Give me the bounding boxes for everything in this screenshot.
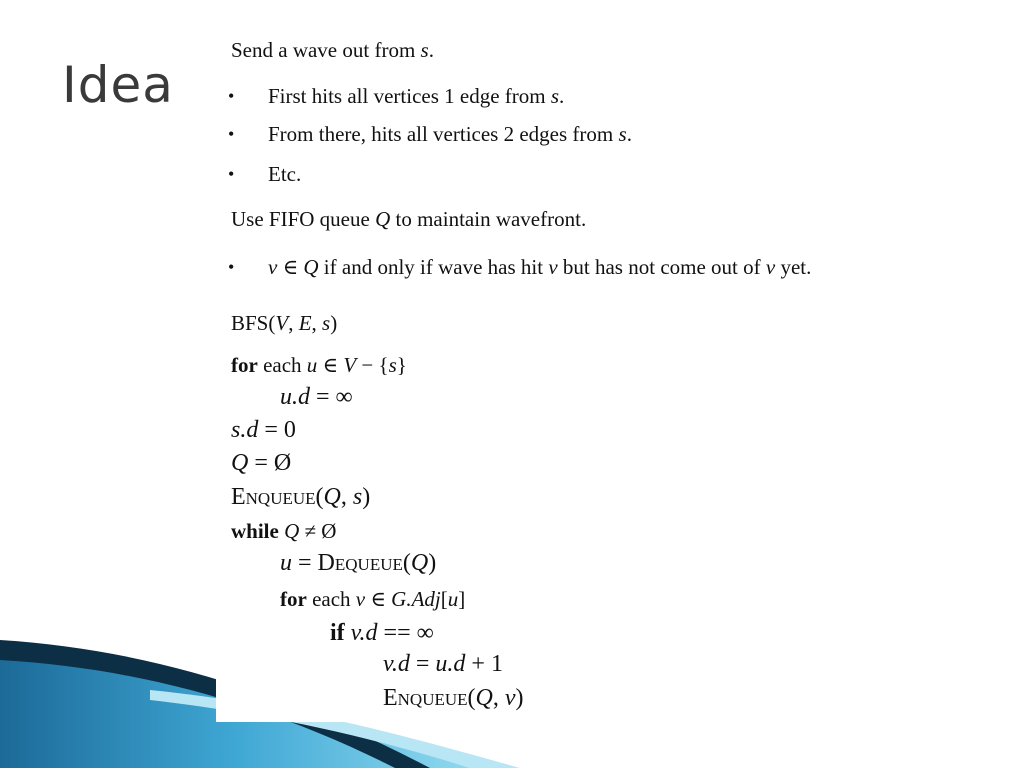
pseudocode-line-7: u = Dequeue(Q) xyxy=(280,550,437,576)
pseudocode-signature: BFS(V, E, s) xyxy=(231,311,338,335)
bullet-mark: • xyxy=(228,124,235,144)
pseudocode-line-4: Q = Ø xyxy=(231,450,292,476)
pseudocode-line-6: while Q ≠ Ø xyxy=(231,519,337,543)
intro-line: Send a wave out from s. xyxy=(231,38,434,62)
pseudocode-line-2: u.d = ∞ xyxy=(280,384,353,410)
pseudocode-line-1: for each u ∈ V − {s} xyxy=(231,353,407,377)
pseudocode-line-8: for each v ∈ G.Adj[u] xyxy=(280,587,466,611)
bullet-mark: • xyxy=(228,257,235,277)
pseudocode-line-10: v.d = u.d + 1 xyxy=(383,651,503,677)
pseudocode-line-11: Enqueue(Q, v) xyxy=(383,685,524,711)
bullet-mark: • xyxy=(228,164,235,184)
slide-title: Idea xyxy=(62,56,174,114)
intro-line-2: Use FIFO queue Q to maintain wavefront. xyxy=(231,207,587,231)
pseudocode-line-5: Enqueue(Q, s) xyxy=(231,484,371,510)
bullet-mark: • xyxy=(228,86,235,106)
intro-bullet-4: v ∈ Q if and only if wave has hit v but has not come out of v yet. xyxy=(268,255,812,279)
pseudocode-line-9: if v.d == ∞ xyxy=(330,620,434,646)
pseudocode-line-3: s.d = 0 xyxy=(231,417,296,443)
intro-bullet-1: First hits all vertices 1 edge from s. xyxy=(268,84,565,108)
intro-bullet-2: From there, hits all vertices 2 edges from s. xyxy=(268,122,632,146)
content-image-area xyxy=(216,0,1024,722)
intro-bullet-3: Etc. xyxy=(268,162,302,186)
